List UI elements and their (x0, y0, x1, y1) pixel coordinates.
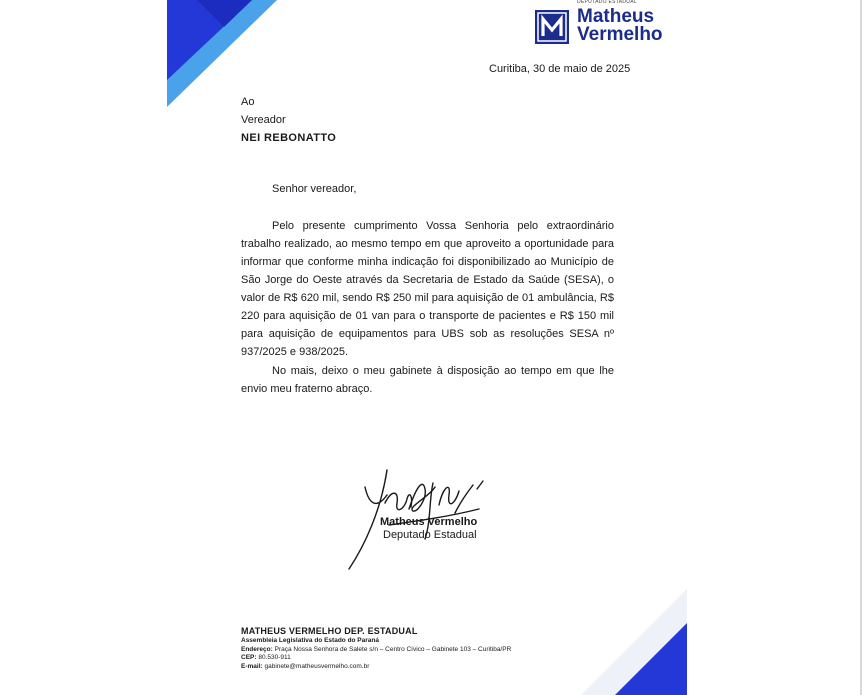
footer-address-line (241, 646, 511, 655)
logo-tagline: DEPUTADO ESTADUAL (577, 0, 637, 5)
footer-email-line (241, 663, 511, 672)
logo-name-line2: Vermelho (577, 24, 663, 45)
footer-cep: 80.530-911 (258, 654, 291, 662)
footer-assembly: Assembleia Legislativa do Estado do Paraná (241, 637, 379, 644)
signer-name: Matheus Vermelho (380, 516, 478, 528)
letter-date: Curitiba, 30 de maio de 2025 (489, 63, 631, 75)
recipient-block (241, 93, 336, 147)
letterhead-logo (534, 0, 674, 50)
salutation: Senhor vereador, (272, 183, 357, 195)
footer-cep-label: CEP: (241, 654, 257, 662)
footer-email-label: E-mail: (241, 663, 263, 671)
recipient-name: NEI REBONATTO (241, 132, 337, 144)
logo-mark-icon (535, 10, 569, 44)
body-paragraph-2: No mais, deixo o meu gabinete à disposição ao tempo em que lhe envio meu fraterno abraço. (241, 365, 614, 395)
footer-org: MATHEUS VERMELHO DEP. ESTADUAL (241, 626, 418, 636)
letter-page (167, 0, 687, 695)
recipient-line-2: Vereador (241, 114, 286, 126)
logo-name (577, 8, 663, 44)
footer-address: Praça Nossa Senhora de Salete s/n – Centro Cívico – Gabinete 103 – Curitiba/PR (274, 645, 512, 653)
body-paragraph-1: Pelo presente cumprimento Vossa Senhoria pelo extraordinário trabalho realizado, ao mesmo tempo em que aproveito a oportunidade para informar que conforme minha indicação foi disponibilizado ao Município de São Jorge do Oeste através da Secretaria de Estado da Saúde (SESA), o valor de R$ 620 mil, sendo R$ 250 mil para aquisição de 01 ambulância, R$ 220 para aquisição de 01 van para o transporte de pacientes e R$ 150 mil para aquisição de equipamentos para UBS sob as resoluções SESA nº 937/2025 e 938/2025. (241, 220, 614, 358)
footer-address-label: Endereço: (241, 645, 273, 653)
corner-decoration-bottom (581, 589, 687, 695)
logo-name-line1: Matheus (577, 6, 655, 27)
footer-cep-line (241, 654, 511, 663)
recipient-line-1: Ao (241, 96, 255, 108)
footer-email: gabinete@matheusvermelho.com.br (264, 663, 370, 671)
footer-contact (241, 625, 511, 672)
signer-role: Deputado Estadual (383, 529, 477, 541)
